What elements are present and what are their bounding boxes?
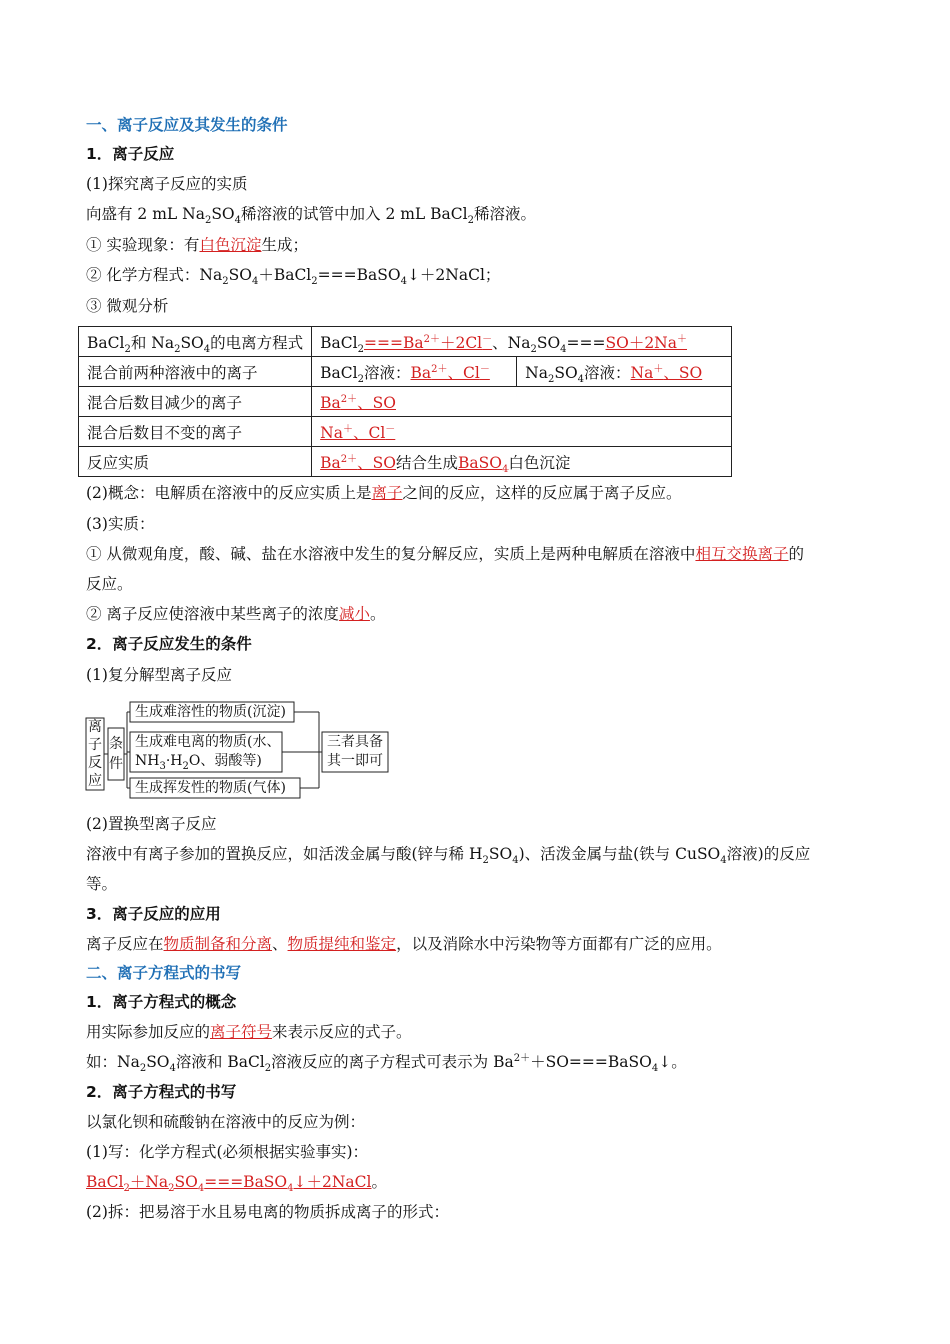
subsection-applications: 3．离子反应的应用	[86, 905, 221, 923]
essence-point-1-cont: 反应。	[86, 575, 133, 593]
section-title-1: 一、离子反应及其发生的条件	[86, 116, 288, 134]
displacement-line-2: 等。	[86, 875, 118, 893]
diagram-conditions-label: 条 件	[109, 736, 123, 772]
table-cell-value: $Ba^{2+}$、SO结合生成BaSO$_4$白色沉淀	[312, 447, 732, 477]
table-cell-label: 混合后数目不变的离子	[79, 417, 312, 447]
displacement-heading: (2)置换型离子反应	[86, 815, 217, 833]
table-cell-value: $Ba^{2+}$、SO	[312, 387, 732, 417]
table-cell-label: BaCl$_2$和 $Na_2SO_4$的电离方程式	[79, 327, 312, 357]
diagram-precipitate: 生成难溶性的物质(沉淀)	[135, 704, 286, 720]
chemical-equation-line: ② 化学方程式：$Na_2SO_4+BaCl_2===BaSO_4↓+2NaCl$；	[86, 266, 501, 288]
explore-heading: (1)探究离子反应的实质	[86, 175, 248, 193]
table-row	[79, 447, 732, 477]
essence-point-1: ① 从微观角度，酸、碱、盐在水溶液中发生的复分解反应，实质上是两种电解质在溶液中相互交换离子的	[86, 545, 804, 563]
answer-exchange-ions: 相互交换离子	[695, 545, 789, 563]
table-cell-label: 反应实质	[79, 447, 312, 477]
diagram-result-l2: 其一即可	[327, 753, 383, 769]
diagram-result-l1: 三者具备	[327, 734, 383, 750]
answer-purification-identification: 物质提纯和鉴定	[287, 935, 397, 953]
experiment-line: 向盛有 2 mL $Na_2SO_4$稀溶液的试管中加入 2 mL BaCl$_2$稀溶液。	[86, 205, 536, 227]
subsection-conditions: 2．离子反应发生的条件	[86, 635, 252, 653]
write-equation-line: $BaCl_2+Na_2SO_4===BaSO_4↓+2NaCl$。	[86, 1173, 388, 1195]
essence-heading: (3)实质：	[86, 515, 155, 533]
subsection-writing: 2．离子方程式的书写	[86, 1083, 237, 1101]
table-cell-label: 混合后数目减少的离子	[79, 387, 312, 417]
table-cell-value: $Na_2SO_4$溶液：Na＋、SO	[517, 357, 732, 387]
subsection-ionic-reaction: 1．离子反应	[86, 145, 175, 163]
write-step: (1)写：化学方程式(必须根据实验事实)：	[86, 1143, 369, 1161]
application-line: 离子反应在物质制备和分离、物质提纯和鉴定，以及消除水中污染物等方面都有广泛的应用。	[86, 935, 722, 953]
answer-preparation-separation: 物质制备和分离	[163, 935, 273, 953]
table-row	[79, 327, 732, 357]
intro-line: 以氯化钡和硫酸钠在溶液中的反应为例：	[86, 1113, 366, 1131]
section-title-2: 二、离子方程式的书写	[86, 964, 242, 982]
table-cell-value: $BaCl_2===Ba^{2+}+2Cl^-$、$Na_2SO_4===SO+2Na^+$	[312, 327, 732, 357]
ionic-concept-line: 用实际参加反应的离子符号来表示反应的式子。	[86, 1023, 412, 1041]
answer-white-precipitate: 白色沉淀	[199, 236, 262, 254]
table-row	[79, 417, 732, 447]
micro-analysis-table	[78, 326, 732, 477]
concept-line: (2)概念：电解质在溶液中的反应实质上是离子之间的反应，这样的反应属于离子反应。	[86, 484, 682, 502]
table-row	[79, 357, 732, 387]
micro-analysis-heading: ③ 微观分析	[86, 297, 169, 315]
split-step: (2)拆：把易溶于水且易电离的物质拆成离子的形式：	[86, 1203, 449, 1221]
table-row	[79, 387, 732, 417]
essence-point-2: ② 离子反应使溶液中某些离子的浓度减小。	[86, 605, 386, 623]
diagram-gas: 生成挥发性的物质(气体)	[135, 780, 286, 796]
answer-ion-symbols: 离子符号	[210, 1023, 273, 1041]
phenomenon-line: ① 实验现象：有白色沉淀生成；	[86, 236, 308, 254]
answer-ions: 离子	[371, 484, 403, 502]
diagram-left-label: 离 子 反 应	[88, 719, 102, 789]
double-displacement-heading: (1)复分解型离子反应	[86, 666, 232, 684]
table-cell-value: Na＋、Cl－	[312, 417, 732, 447]
diagram-weak-electrolyte-l2: $NH_3\cdot H_2O$、弱酸等)	[135, 753, 262, 772]
table-cell-value: BaCl$_2$溶液：$Ba^{2+}$、Cl－	[312, 357, 517, 387]
answer-chemical-equation: $BaCl_2+Na_2SO_4===BaSO_4↓+2NaCl$	[86, 1173, 372, 1195]
table-cell-label: 混合前两种溶液中的离子	[79, 357, 312, 387]
conditions-diagram	[84, 700, 394, 800]
example-line: 如：$Na_2SO_4$溶液和 BaCl$_2$溶液反应的离子方程式可表示为 $Ba^{2+}+SO===BaSO_4↓$。	[86, 1052, 687, 1075]
displacement-line-1: 溶液中有离子参加的置换反应，如活泼金属与酸(锌与稀 $H_2SO_4$)、活泼金属与盐(铁与 CuSO$_4$溶液)的反应	[86, 845, 811, 867]
diagram-weak-electrolyte-l1: 生成难电离的物质(水、	[135, 734, 281, 750]
answer-decrease: 减小	[338, 605, 370, 623]
subsection-equation-concept: 1．离子方程式的概念	[86, 993, 237, 1011]
